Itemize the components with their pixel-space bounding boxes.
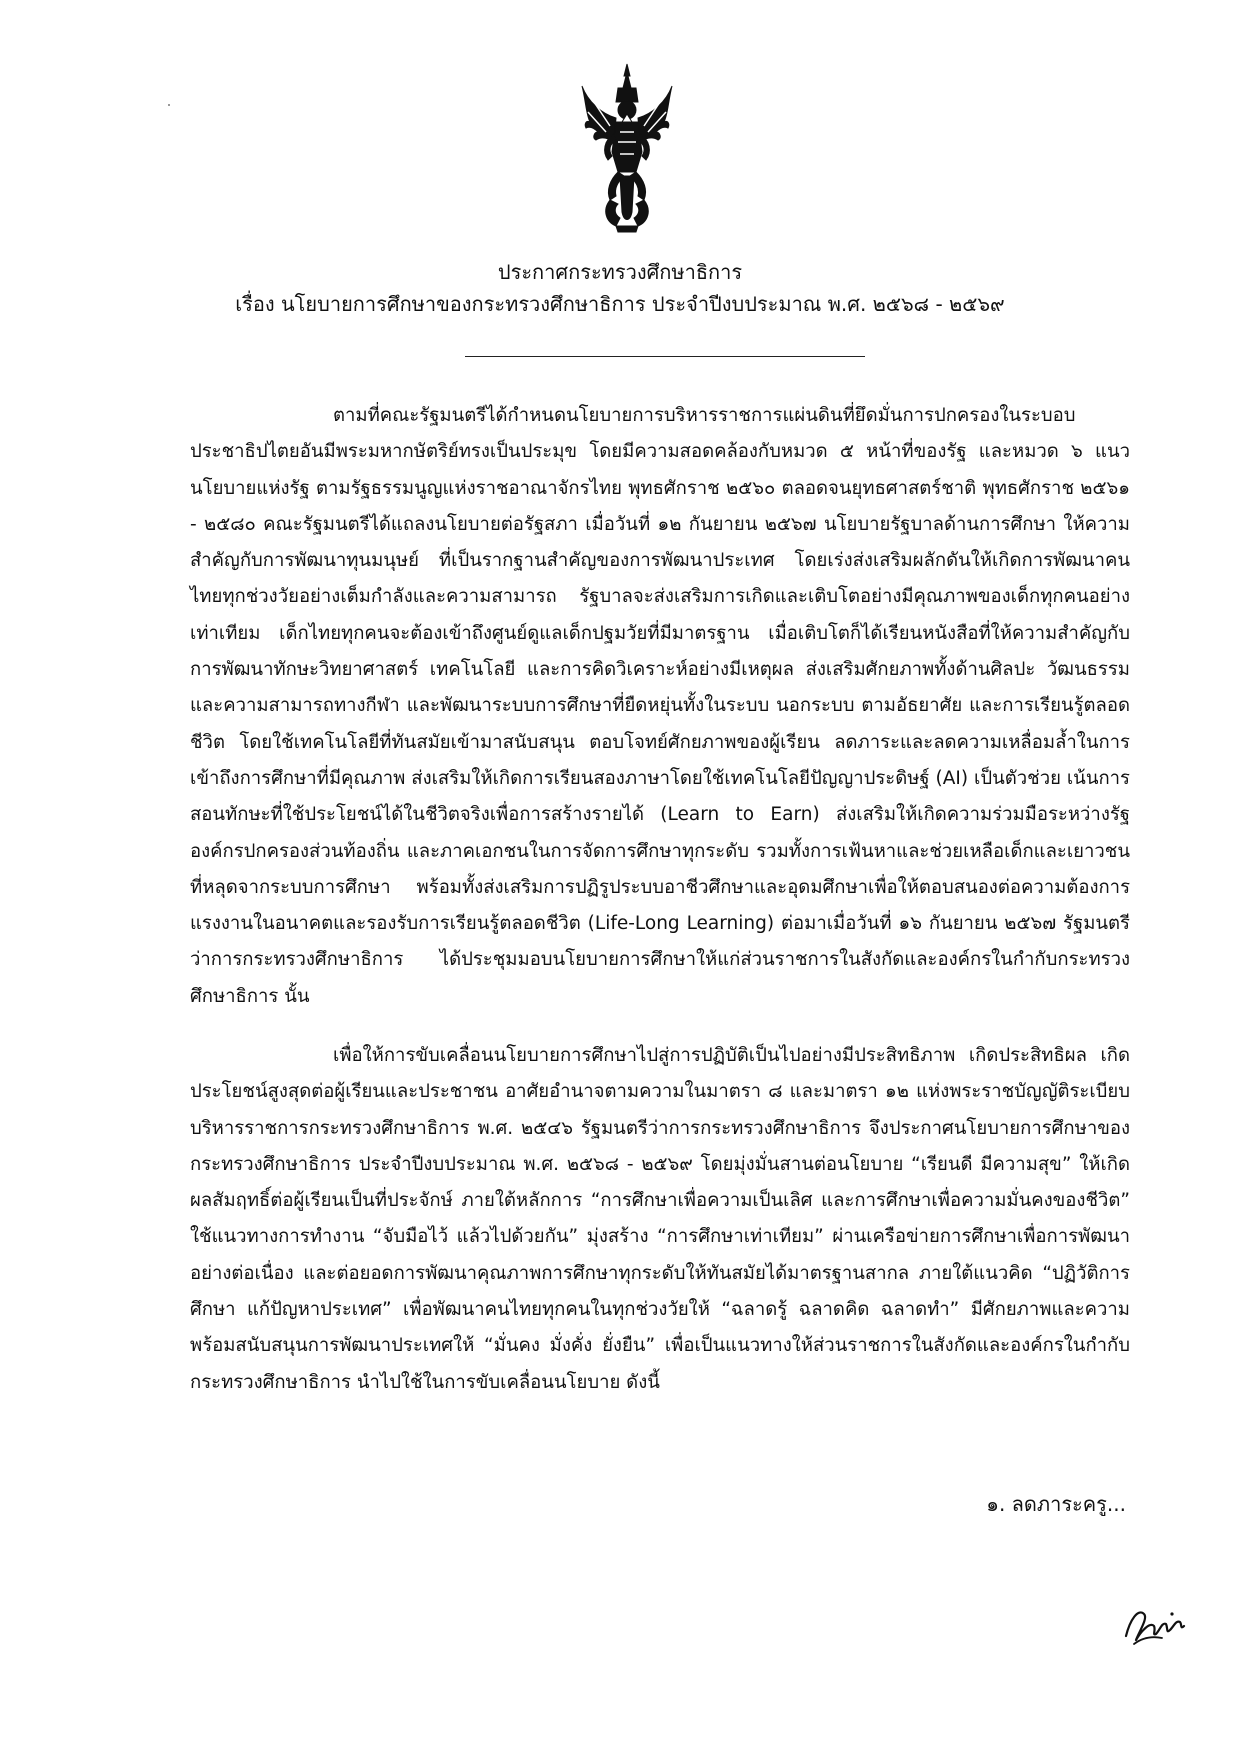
scan-speck <box>168 104 170 106</box>
announcement-title: ประกาศกระทรวงศึกษาธิการ <box>497 260 743 284</box>
announcement-subject: เรื่อง นโยบายการศึกษาของกระทรวงศึกษาธิการ ประจำปีงบประมาณ พ.ศ. ๒๕๖๘ - ๒๕๖๙ <box>235 292 1005 316</box>
garuda-emblem-icon <box>580 62 674 234</box>
continued-catchword: ๑. ลดภาระครู... <box>986 1492 1126 1516</box>
body-paragraph-1: ตามที่คณะรัฐมนตรีได้กำหนดนโยบายการบริหารราชการแผ่นดินที่ยึดมั่นการปกครองในระบอบประชาธิปไตยอันมีพระมหากษัตริย์ทรงเป็นประมุข โดยมีความสอดคล้องกับหมวด ๕ หน้าที่ของรัฐ และหมวด ๖ แนวนโยบายแห่งรัฐ ตามรัฐธรรมนูญแห่งราชอาณาจักรไทย พุทธศักราช ๒๕๖๐ ตลอดจนยุทธศาสตร์ชาติ พุทธศักราช ๒๕๖๑ - ๒๕๘๐ คณะรัฐมนตรีได้แถลงนโยบายต่อรัฐสภา เมื่อวันที่ ๑๒ กันยายน ๒๕๖๗ นโยบายรัฐบาลด้านการศึกษา ให้ความสำคัญกับการพัฒนาทุนมนุษย์ ที่เป็นรากฐานสำคัญของการพัฒนาประเทศ โดยเร่งส่งเสริมผลักดันให้เกิดการพัฒนาคนไทยทุกช่วงวัยอย่างเต็มกำลังและความสามารถ รัฐบาลจะส่งเสริมการเกิดและเติบโตอย่างมีคุณภาพของเด็กทุกคนอย่างเท่าเทียม เด็กไทยทุกคนจะต้องเข้าถึงศูนย์ดูแลเด็กปฐมวัยที่มีมาตรฐาน เมื่อเติบโตก็ได้เรียนหนังสือที่ให้ความสำคัญกับการพัฒนาทักษะวิทยาศาสตร์ เทคโนโลยี และการคิดวิเคราะห์อย่างมีเหตุผล ส่งเสริมศักยภาพทั้งด้านศิลปะ วัฒนธรรม และความสามารถทางกีฬา และพัฒนาระบบการศึกษาที่ยืดหยุ่นทั้งในระบบ นอกระบบ ตามอัธยาศัย และการเรียนรู้ตลอดชีวิต โดยใช้เทคโนโลยีที่ทันสมัยเข้ามาสนับสนุน ตอบโจทย์ศักยภาพของผู้เรียน ลดภาระและลดความเหลื่อมล้ำในการเข้าถึงการศึกษาที่มีคุณภาพ ส่งเสริมให้เกิดการเรียนสองภาษาโดยใช้เทคโนโลยีปัญญาประดิษฐ์ (AI) เป็นตัวช่วย เน้นการสอนทักษะที่ใช้ประโยชน์ได้ในชีวิตจริงเพื่อการสร้างรายได้ (Learn to Earn) ส่งเสริมให้เกิดความร่วมมือระหว่างรัฐ องค์กรปกครองส่วนท้องถิ่น และภาคเอกชนในการจัดการศึกษาทุกระดับ รวมทั้งการเฟ้นหาและช่วยเหลือเด็กและเยาวชนที่หลุดจากระบบการศึกษา พร้อมทั้งส่งเสริมการปฏิรูประบบอาชีวศึกษาและอุดมศึกษาเพื่อให้ตอบสนองต่อความต้องการแรงงานในอนาคตและรองรับการเรียนรู้ตลอดชีวิต (Life-Long Learning) ต่อมาเมื่อวันที่ ๑๖ กันยายน ๒๕๖๗ รัฐมนตรีว่าการกระทรวงศึกษาธิการ ได้ประชุมมอบนโยบายการศึกษาให้แก่ส่วนราชการในสังกัดและองค์กรในกำกับกระทรวงศึกษาธิการ นั้น <box>190 405 1130 1007</box>
title-divider <box>465 356 865 357</box>
body-paragraph-2: เพื่อให้การขับเคลื่อนนโยบายการศึกษาไปสู่การปฏิบัติเป็นไปอย่างมีประสิทธิภาพ เกิดประสิทธิผล เกิดประโยชน์สูงสุดต่อผู้เรียนและประชาชน อาศัยอำนาจตามความในมาตรา ๘ และมาตรา ๑๒ แห่งพระราชบัญญัติระเบียบบริหารราชการกระทรวงศึกษาธิการ พ.ศ. ๒๕๔๖ รัฐมนตรีว่าการกระทรวงศึกษาธิการ จึงประกาศนโยบายการศึกษาของกระทรวงศึกษาธิการ ประจำปีงบประมาณ พ.ศ. ๒๕๖๘ - ๒๕๖๙ โดยมุ่งมั่นสานต่อนโยบาย “เรียนดี มีความสุข” ให้เกิดผลสัมฤทธิ์ต่อผู้เรียนเป็นที่ประจักษ์ ภายใต้หลักการ “การศึกษาเพื่อความเป็นเลิศ และการศึกษาเพื่อความมั่นคงของชีวิต” ใช้แนวทางการทำงาน “จับมือไว้ แล้วไปด้วยกัน” มุ่งสร้าง “การศึกษาเท่าเทียม” ผ่านเครือข่ายการศึกษาเพื่อการพัฒนาอย่างต่อเนื่อง และต่อยอดการพัฒนาคุณภาพการศึกษาทุกระดับให้ทันสมัยได้มาตรฐานสากล ภายใต้แนวคิด “ปฏิวัติการศึกษา แก้ปัญหาประเทศ” เพื่อพัฒนาคนไทยทุกคนในทุกช่วงวัยให้ “ฉลาดรู้ ฉลาดคิด ฉลาดทำ” มีศักยภาพและความพร้อมสนับสนุนการพัฒนาประเทศให้ “มั่นคง มั่งคั่ง ยั่งยืน” เพื่อเป็นแนวทางให้ส่วนราชการในสังกัดและองค์กรในกำกับกระทรวงศึกษาธิการ นำไปใช้ในการขับเคลื่อนนโยบาย ดังนี้ <box>190 1045 1130 1393</box>
signature-icon <box>1122 1600 1186 1648</box>
